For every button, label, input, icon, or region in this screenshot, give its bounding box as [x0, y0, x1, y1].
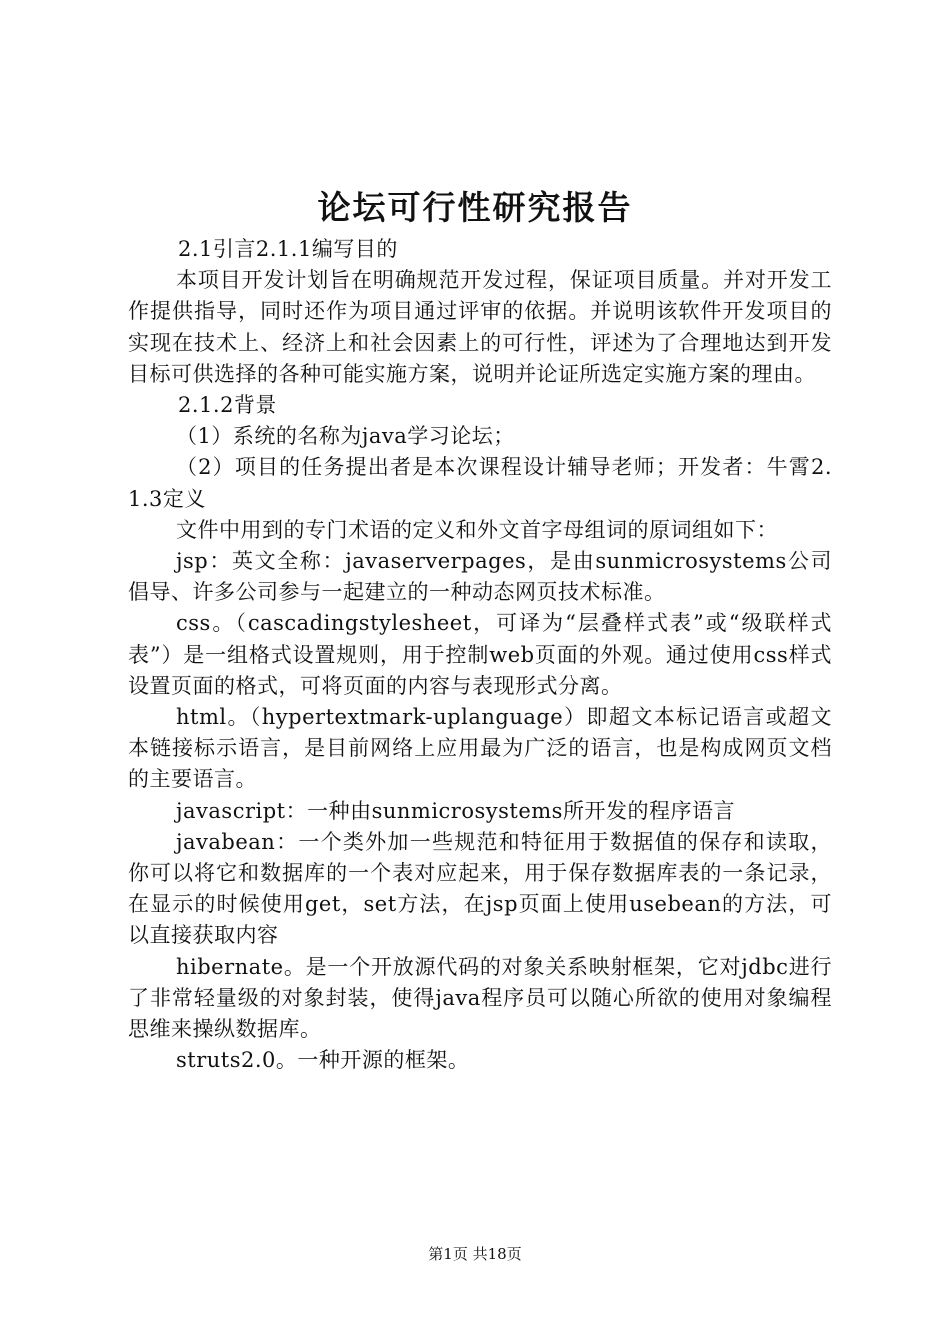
paragraph-css: css。（cascadingstylesheet，可译为“层叠样式表”或“级联样式表”）是一组格式设置规则，用于控制web页面的外观。通过使用css样式设置页面的格式，可将页面的内容与表现形式分离。 [128, 611, 832, 698]
paragraph-struts: struts2.0。一种开源的框架。 [176, 1048, 470, 1073]
section-heading-intro: 2.1引言2.1.1编写目的 [178, 237, 398, 261]
paragraph-html: html。（hypertextmark-uplanguage）即超文本标记语言或超文本链接标示语言，是目前网络上应用最为广泛的语言，也是构成网页文档的主要语言。 [128, 705, 832, 792]
paragraph-task-proposer: （2）项目的任务提出者是本次课程设计辅导老师；开发者：牛霄2.1.3定义 [128, 455, 832, 511]
paragraph-purpose: 本项目开发计划旨在明确规范开发过程，保证项目质量。并对开发工作提供指导，同时还作为项目通过评审的依据。并说明该软件开发项目的实现在技术上、经济上和社会因素上的可行性，评述为了合理地达到开发目标可供选择的各种可能实施方案，说明并论证所选定实施方案的理由。 [128, 268, 832, 386]
paragraph-definitions-intro: 文件中用到的专门术语的定义和外文首字母组词的原词组如下： [176, 517, 778, 542]
paragraph-hibernate: hibernate。是一个开放源代码的对象关系映射框架，它对jdbc进行了非常轻量级的对象封装，使得java程序员可以随心所欲的使用对象编程思维来操纵数据库。 [128, 954, 832, 1042]
paragraph-system-name: （1）系统的名称为java学习论坛； [176, 424, 515, 449]
document-body [128, 234, 832, 1076]
document-title: 论坛可行性研究报告 [317, 188, 633, 227]
paragraph-jsp: jsp：英文全称：javaserverpages，是由sunmicrosystems公司倡导、许多公司参与一起建立的一种动态网页技术标准。 [128, 549, 832, 605]
section-heading-background: 2.1.2背景 [178, 393, 277, 418]
paragraph-javabean: javabean：一个类外加一些规范和特征用于数据值的保存和读取，你可以将它和数据库的一个表对应起来，用于保存数据库表的一条记录，在显示的时候使用get，set方法，在jsp页面上使用usebean的方法，可以直接获取内容 [128, 829, 832, 948]
paragraph-javascript: javascript：一种由sunmicrosystems所开发的程序语言 [176, 798, 735, 823]
page-footer: 第1页 共18页 [428, 1245, 522, 1263]
